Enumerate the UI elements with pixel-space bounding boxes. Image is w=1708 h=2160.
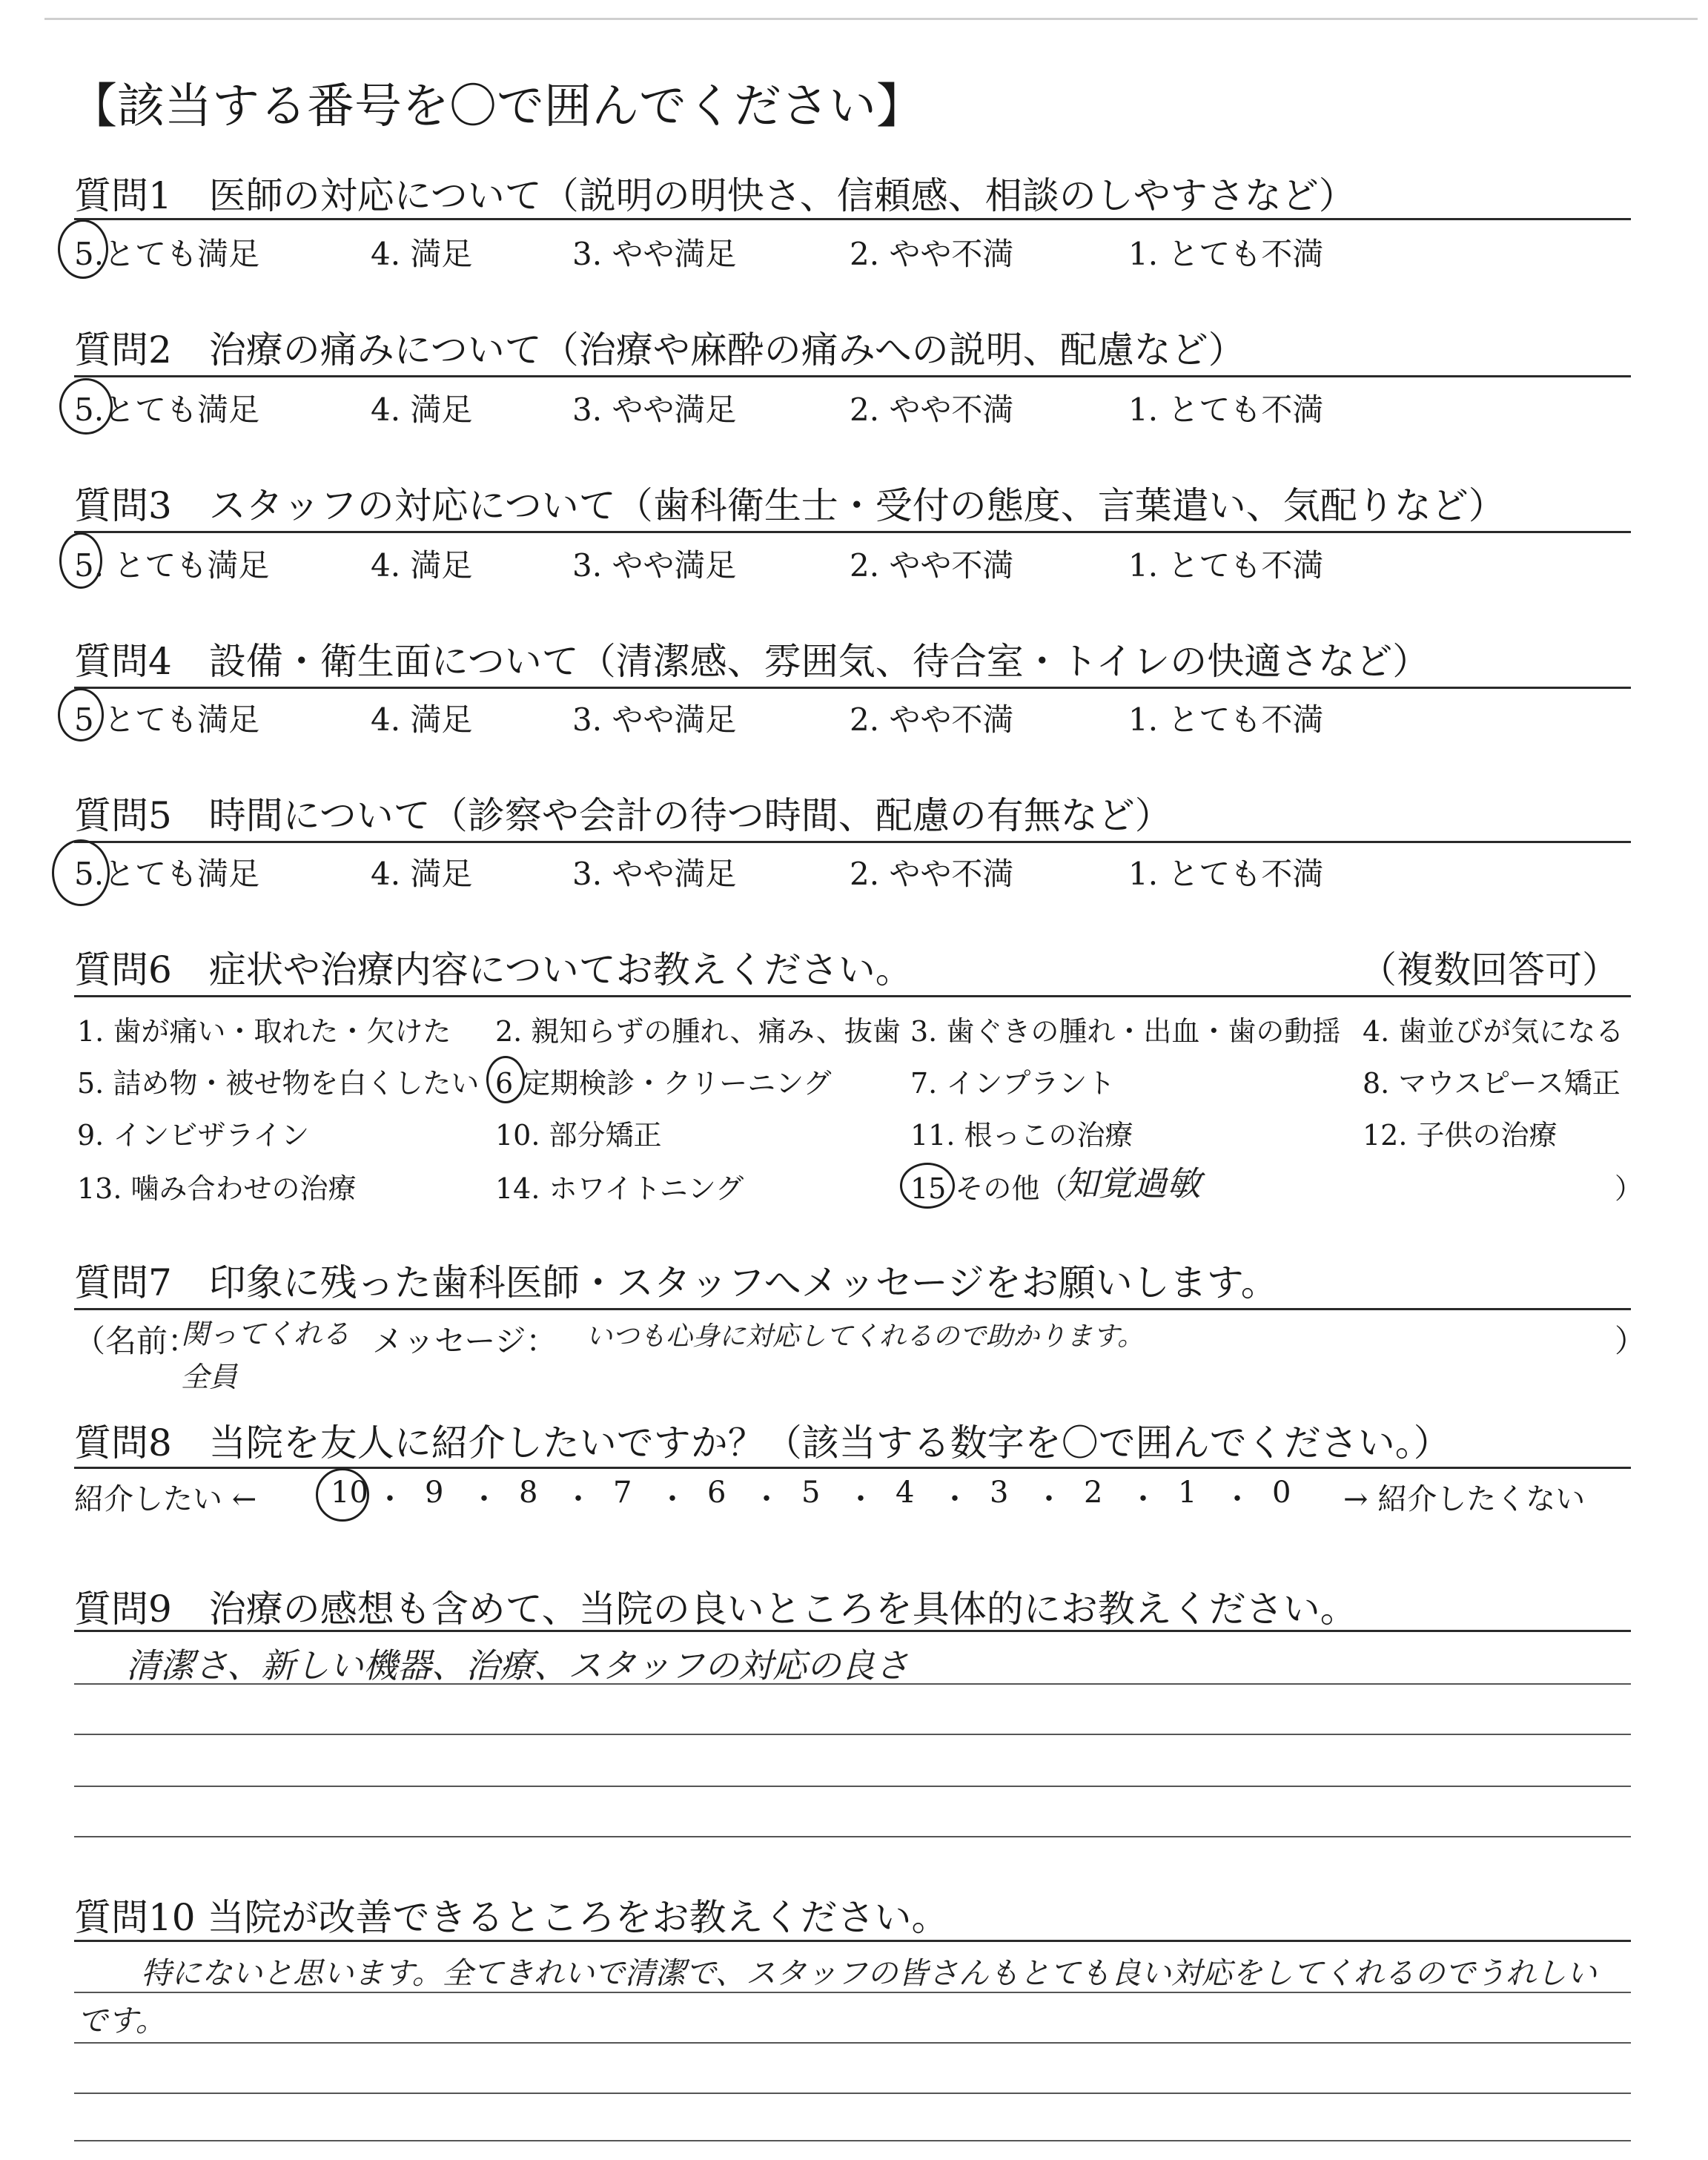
q3-option-1[interactable]: 1. とても不満 xyxy=(1128,547,1324,584)
q8-scale-separator: ・ xyxy=(375,1482,405,1516)
q7-name-label: （名前： xyxy=(74,1323,199,1359)
q4-option-1[interactable]: 1. とても不満 xyxy=(1128,701,1324,738)
question-9-heading: 質問9 治療の感想も含めて、当院の良いところを具体的にお教えください。 xyxy=(74,1588,1357,1631)
q8-scale-separator: ・ xyxy=(1034,1482,1064,1516)
question-4-rule xyxy=(74,687,1631,689)
q9-answer-line-2 xyxy=(74,1734,1631,1735)
q3-selection-circle xyxy=(59,532,102,589)
q8-scale-value-1[interactable]: 1 xyxy=(1178,1476,1197,1510)
q8-selection-circle xyxy=(316,1468,369,1522)
q8-scale-value-10[interactable]: 10 xyxy=(331,1476,368,1510)
survey-title: 【該当する番号を〇で囲んでください】 xyxy=(70,79,924,134)
question-8-heading: 質問8 当院を友人に紹介したいですか？（該当する数字を〇で囲んでください。） xyxy=(74,1421,1451,1464)
q2-option-4[interactable]: 4. 満足 xyxy=(371,392,473,428)
question-1-heading: 質問1 医師の対応について（説明の明快さ、信頼感、相談のしやすさなど） xyxy=(74,174,1356,217)
question-5-heading: 質問5 時間について（診察や会計の待つ時間、配慮の有無など） xyxy=(74,794,1172,837)
question-7-heading: 質問7 印象に残った歯科医師・スタッフへメッセージをお願いします。 xyxy=(74,1261,1278,1304)
q6-item-7[interactable]: 7. インプラント xyxy=(910,1067,1116,1100)
question-3-rule xyxy=(74,531,1631,533)
q2-option-5[interactable]: 5.とても満足 xyxy=(74,392,260,428)
scan-top-edge xyxy=(44,18,1698,20)
q7-message-label: メッセージ： xyxy=(372,1323,557,1359)
q6-item-6-circle xyxy=(486,1056,525,1103)
q4-option-3[interactable]: 3. やや満足 xyxy=(572,701,737,738)
q3-option-4[interactable]: 4. 満足 xyxy=(371,547,473,584)
q6-item-15-circle xyxy=(900,1163,955,1209)
q5-option-5[interactable]: 5.とても満足 xyxy=(74,856,260,892)
q2-option-2[interactable]: 2. やや不満 xyxy=(850,392,1014,428)
q8-right-label: → 紹介したくない xyxy=(1343,1482,1586,1516)
question-4-heading: 質問4 設備・衛生面について（清潔感、雰囲気、待合室・トイレの快適さなど） xyxy=(74,640,1430,683)
q4-option-4[interactable]: 4. 満足 xyxy=(371,701,473,738)
question-3-heading: 質問3 スタッフの対応について（歯科衛生士・受付の態度、言葉遣い、気配りなど） xyxy=(74,484,1506,527)
question-1-rule xyxy=(74,218,1631,220)
q8-scale-value-2[interactable]: 2 xyxy=(1084,1476,1103,1510)
q7-close: ） xyxy=(1615,1323,1646,1359)
q6-item-5[interactable]: 5. 詰め物・被せ物を白くしたい xyxy=(77,1067,480,1100)
q3-option-2[interactable]: 2. やや不満 xyxy=(850,547,1014,584)
q1-option-4[interactable]: 4. 満足 xyxy=(371,236,473,272)
q8-scale-value-7[interactable]: 7 xyxy=(613,1476,632,1510)
q8-scale-separator: ・ xyxy=(1128,1482,1158,1516)
q8-scale-value-3[interactable]: 3 xyxy=(990,1476,1009,1510)
q6-item-14[interactable]: 14. ホワイトニング xyxy=(495,1172,744,1205)
q8-scale-value-8[interactable]: 8 xyxy=(519,1476,538,1510)
q6-item-13[interactable]: 13. 噛み合わせの治療 xyxy=(77,1172,357,1205)
q6-item-6[interactable]: 6 定期検診・クリーニング xyxy=(495,1067,832,1100)
q8-scale-separator: ・ xyxy=(563,1482,593,1516)
q2-option-3[interactable]: 3. やや満足 xyxy=(572,392,737,428)
q8-scale-separator: ・ xyxy=(846,1482,875,1516)
q1-selection-circle xyxy=(58,219,108,279)
q3-option-3[interactable]: 3. やや満足 xyxy=(572,547,737,584)
q4-selection-circle xyxy=(58,688,104,742)
q10-answer-line-2 xyxy=(74,2042,1631,2044)
q5-option-1[interactable]: 1. とても不満 xyxy=(1128,856,1324,892)
question-10-rule xyxy=(74,1940,1631,1942)
question-5-rule xyxy=(74,841,1631,843)
q6-item-10[interactable]: 10. 部分矯正 xyxy=(495,1119,662,1152)
q6-other-close: ） xyxy=(1615,1172,1644,1205)
q9-answer-line-4 xyxy=(74,1836,1631,1837)
q6-item-1[interactable]: 1. 歯が痛い・取れた・欠けた xyxy=(77,1015,451,1048)
q10-answer-line-4 xyxy=(74,2140,1631,2141)
q8-scale-value-4[interactable]: 4 xyxy=(896,1476,915,1510)
question-9-rule xyxy=(74,1630,1631,1632)
q7-message-answer[interactable]: いつも心身に対応してくれるので助かります。 xyxy=(586,1321,1145,1352)
q4-option-2[interactable]: 2. やや不満 xyxy=(850,701,1014,738)
q8-scale-separator: ・ xyxy=(752,1482,781,1516)
q5-option-3[interactable]: 3. やや満足 xyxy=(572,856,737,892)
q8-left-label: 紹介したい ← xyxy=(74,1482,257,1516)
q2-option-1[interactable]: 1. とても不満 xyxy=(1128,392,1324,428)
q8-scale-value-5[interactable]: 5 xyxy=(801,1476,821,1510)
q10-answer-line-3 xyxy=(74,2093,1631,2094)
q9-answer-line-3 xyxy=(74,1786,1631,1787)
q1-option-2[interactable]: 2. やや不満 xyxy=(850,236,1014,272)
q6-item-12[interactable]: 12. 子供の治療 xyxy=(1363,1119,1558,1152)
q4-option-5[interactable]: 5 とても満足 xyxy=(74,701,260,738)
q8-scale-separator: ・ xyxy=(1222,1482,1252,1516)
question-7-rule xyxy=(74,1308,1631,1310)
question-6-note: （複数回答可） xyxy=(1360,948,1619,991)
q3-option-5[interactable]: 5. とても満足 xyxy=(74,547,270,584)
q10-answer-line-1 xyxy=(74,1992,1631,1993)
q2-selection-circle xyxy=(59,378,113,435)
q8-scale-value-6[interactable]: 6 xyxy=(707,1476,726,1510)
q1-option-1[interactable]: 1. とても不満 xyxy=(1128,236,1324,272)
q10-answer-line1[interactable]: 特にないと思います。全てきれいで清潔で、スタッフの皆さんもとても良い対応をしてくれるのでうれしい xyxy=(141,1955,1597,1991)
q8-scale-value-0[interactable]: 0 xyxy=(1272,1476,1291,1510)
q5-selection-circle xyxy=(52,839,110,906)
q8-scale-value-9[interactable]: 9 xyxy=(425,1476,444,1510)
q1-option-5[interactable]: 5.とても満足 xyxy=(74,236,260,272)
q9-answer[interactable]: 清潔さ、新しい機器、治療、スタッフの対応の良さ xyxy=(126,1645,910,1685)
q6-item-8[interactable]: 8. マウスピース矯正 xyxy=(1363,1067,1621,1100)
question-6-rule xyxy=(74,995,1631,997)
q5-option-2[interactable]: 2. やや不満 xyxy=(850,856,1014,892)
q6-item-4[interactable]: 4. 歯並びが気になる xyxy=(1363,1015,1624,1048)
q6-other-answer: 知覚過敏 xyxy=(1065,1163,1201,1203)
q5-option-4[interactable]: 4. 満足 xyxy=(371,856,473,892)
question-6-heading: 質問6 症状や治療内容についてお教えください。 xyxy=(74,948,913,991)
q7-name-answer-line2: 全員 xyxy=(181,1361,238,1393)
question-8-rule xyxy=(74,1467,1631,1469)
q10-answer-line2[interactable]: です。 xyxy=(77,2003,166,2038)
q6-item-9[interactable]: 9. インビザライン xyxy=(77,1119,310,1152)
q7-name-answer-line1: 関ってくれる xyxy=(181,1318,351,1350)
q9-answer-line-1 xyxy=(74,1683,1631,1685)
q8-scale-separator: ・ xyxy=(940,1482,970,1516)
q6-item-11[interactable]: 11. 根っこの治療 xyxy=(910,1119,1133,1152)
q6-item-2[interactable]: 2. 親知らずの腫れ、痛み、抜歯 xyxy=(495,1015,901,1048)
q8-scale-separator: ・ xyxy=(469,1482,499,1516)
q8-scale-separator: ・ xyxy=(658,1482,687,1516)
question-2-heading: 質問2 治療の痛みについて（治療や麻酔の痛みへの説明、配慮など） xyxy=(74,328,1245,371)
q1-option-3[interactable]: 3. やや満足 xyxy=(572,236,737,272)
q6-item-15[interactable]: 15 その他（ xyxy=(910,1172,1068,1205)
q6-item-3[interactable]: 3. 歯ぐきの腫れ・出血・歯の動揺 xyxy=(910,1015,1341,1048)
question-2-rule xyxy=(74,375,1631,377)
question-10-heading: 質問10 当院が改善できるところをお教えください。 xyxy=(74,1896,949,1939)
